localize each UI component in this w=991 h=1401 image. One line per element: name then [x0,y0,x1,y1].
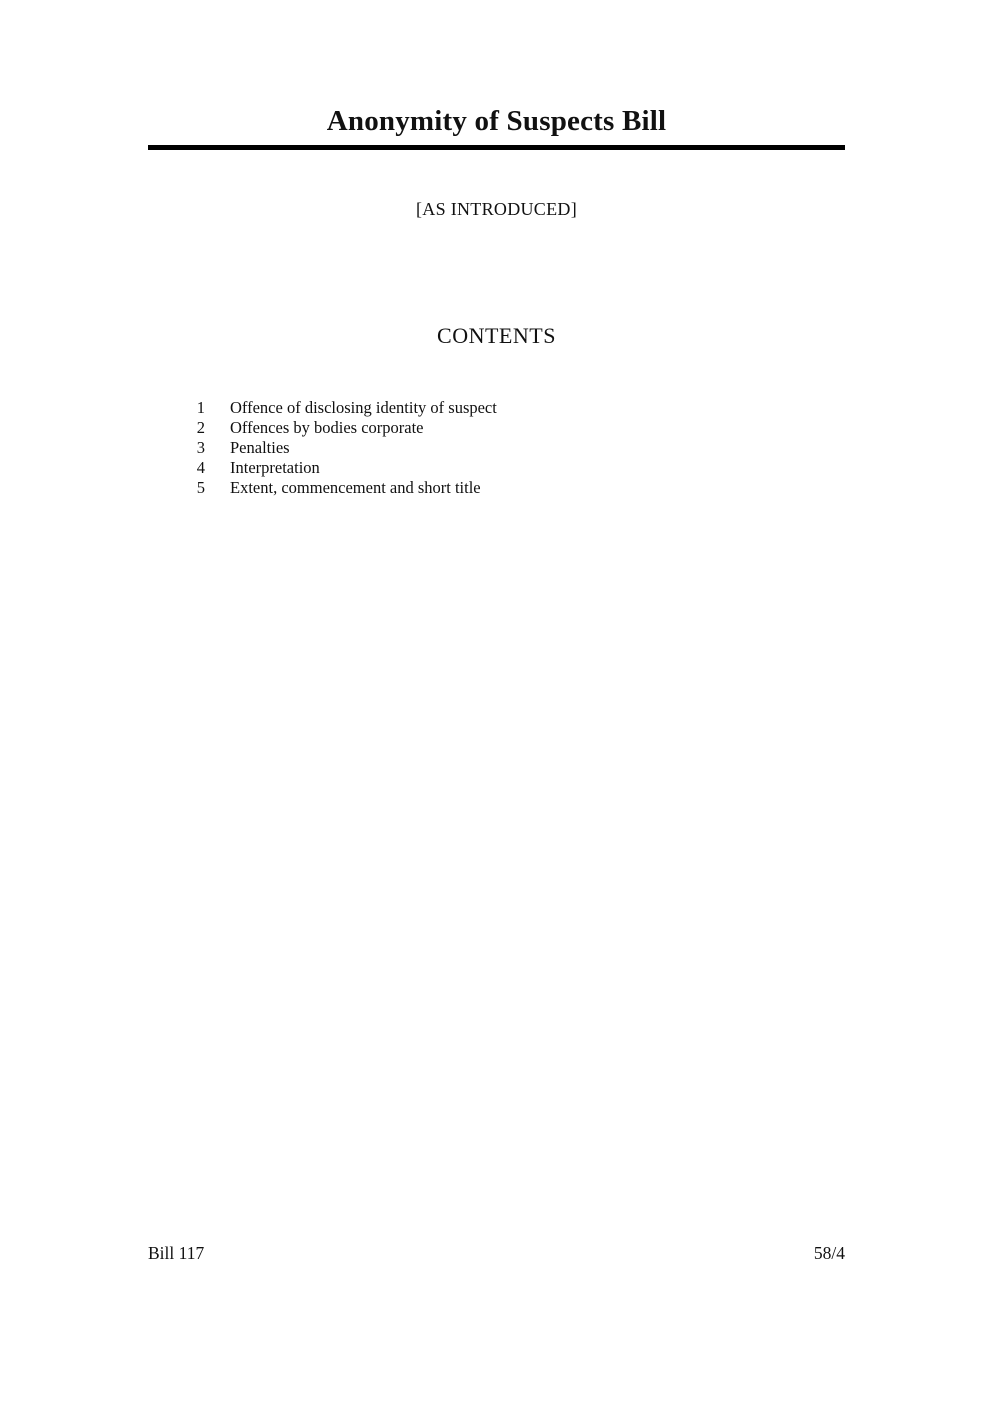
bill-title: Anonymity of Suspects Bill [326,105,667,137]
clause-title: Offence of disclosing identity of suspect [230,398,497,418]
page-footer [148,1243,845,1264]
clause-number: 1 [196,398,205,418]
contents-heading: CONTENTS [437,322,556,348]
bill-stage-subtitle: [AS INTRODUCED] [416,199,577,220]
clause-number: 4 [196,458,205,478]
contents-entry [148,418,845,438]
page-content [148,0,845,498]
clause-title: Penalties [230,438,290,458]
contents-list [148,398,845,498]
footer-bill-number: Bill 117 [148,1243,205,1263]
contents-entry [148,458,845,478]
clause-number: 2 [196,418,205,438]
clause-number: 3 [196,438,205,458]
contents-entry [148,478,845,498]
clause-title: Extent, commencement and short title [230,478,481,498]
clause-number: 5 [196,478,205,498]
clause-title: Interpretation [230,458,320,478]
contents-entry [148,438,845,458]
clause-title: Offences by bodies corporate [230,418,424,438]
title-double-rule [148,145,845,150]
footer-session-number: 58/4 [813,1243,845,1263]
contents-entry [148,398,845,418]
